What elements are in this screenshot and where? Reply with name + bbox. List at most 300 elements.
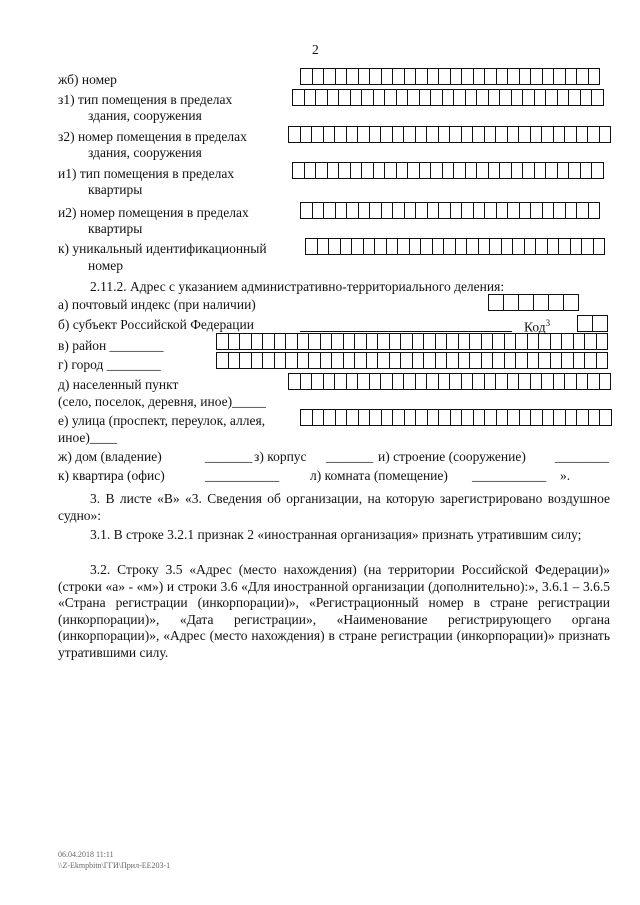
district-grid-cell[interactable]	[574, 333, 586, 350]
district-grid-cell[interactable]	[229, 333, 241, 350]
city-grid-cell[interactable]	[574, 352, 586, 369]
cell-grid-i1-cell[interactable]	[489, 162, 501, 179]
cell-grid-z2-cell[interactable]	[485, 126, 497, 143]
city-grid-cell[interactable]	[413, 352, 425, 369]
city-grid-cell[interactable]	[551, 352, 563, 369]
postal-grid-cell[interactable]	[534, 294, 549, 311]
cell-grid-i2-cell[interactable]	[508, 202, 520, 219]
cell-grid-z1-cell[interactable]	[535, 89, 547, 106]
cell-grid-i2-cell[interactable]	[497, 202, 509, 219]
cell-grid-zh6-cell[interactable]	[543, 68, 555, 85]
street-grid-cell[interactable]	[382, 409, 394, 426]
city-grid-cell[interactable]	[493, 352, 505, 369]
cell-grid-zh6-cell[interactable]	[370, 68, 382, 85]
cell-grid-i2-cell[interactable]	[428, 202, 440, 219]
settlement-grid-cell[interactable]	[600, 373, 612, 390]
cell-grid-i1-cell[interactable]	[500, 162, 512, 179]
city-grid-cell[interactable]	[470, 352, 482, 369]
cell-grid-z2-cell[interactable]	[370, 126, 382, 143]
cell-grid-i1-cell[interactable]	[408, 162, 420, 179]
cell-grid-z2-cell[interactable]	[450, 126, 462, 143]
street-grid-cell[interactable]	[485, 409, 497, 426]
cell-grid-zh6-cell[interactable]	[497, 68, 509, 85]
cell-grid-k-cell[interactable]	[536, 238, 548, 255]
subject-line[interactable]	[300, 331, 512, 332]
apartment-line[interactable]: ___________	[205, 468, 280, 483]
street-grid[interactable]	[300, 409, 612, 426]
settlement-grid-cell[interactable]	[324, 373, 336, 390]
district-grid-cell[interactable]	[390, 333, 402, 350]
subject-code-grid-cell[interactable]	[593, 315, 608, 332]
city-grid-cell[interactable]	[275, 352, 287, 369]
street-grid-cell[interactable]	[451, 409, 463, 426]
cell-grid-k-cell[interactable]	[594, 238, 606, 255]
cell-grid-i1-cell[interactable]	[546, 162, 558, 179]
district-grid-cell[interactable]	[321, 333, 333, 350]
cell-grid-z2-cell[interactable]	[416, 126, 428, 143]
city-grid-cell[interactable]	[229, 352, 241, 369]
cell-grid-z2-cell[interactable]	[462, 126, 474, 143]
cell-grid-z2-cell[interactable]	[473, 126, 485, 143]
district-grid-cell[interactable]	[505, 333, 517, 350]
cell-grid-z2-cell[interactable]	[381, 126, 393, 143]
cell-grid-i1-cell[interactable]	[431, 162, 443, 179]
district-grid-cell[interactable]	[470, 333, 482, 350]
district-grid-cell[interactable]	[516, 333, 528, 350]
cell-grid-z1-cell[interactable]	[512, 89, 524, 106]
cell-grid-zh6-cell[interactable]	[428, 68, 440, 85]
cell-grid-z1-cell[interactable]	[420, 89, 432, 106]
building-line[interactable]: ________	[555, 449, 609, 464]
cell-grid-i1-cell[interactable]	[385, 162, 397, 179]
city-grid-cell[interactable]	[355, 352, 367, 369]
cell-grid-k-cell[interactable]	[329, 238, 341, 255]
cell-grid-z2-cell[interactable]	[554, 126, 566, 143]
cell-grid-i1-cell[interactable]	[305, 162, 317, 179]
cell-grid-zh6-cell[interactable]	[405, 68, 417, 85]
district-grid-cell[interactable]	[597, 333, 609, 350]
cell-grid-zh6-cell[interactable]	[508, 68, 520, 85]
settlement-grid-cell[interactable]	[473, 373, 485, 390]
street-grid-cell[interactable]	[566, 409, 578, 426]
cell-grid-z1-cell[interactable]	[466, 89, 478, 106]
cell-grid-zh6-cell[interactable]	[324, 68, 336, 85]
cell-grid-z2-cell[interactable]	[439, 126, 451, 143]
district-grid-cell[interactable]	[252, 333, 264, 350]
street-grid-cell[interactable]	[416, 409, 428, 426]
cell-grid-z2-cell[interactable]	[519, 126, 531, 143]
postal-grid-cell[interactable]	[504, 294, 519, 311]
settlement-grid-cell[interactable]	[358, 373, 370, 390]
cell-grid-k-cell[interactable]	[306, 238, 318, 255]
city-grid-cell[interactable]	[378, 352, 390, 369]
district-grid-cell[interactable]	[585, 333, 597, 350]
cell-grid-i2-cell[interactable]	[336, 202, 348, 219]
cell-grid-i1-cell[interactable]	[454, 162, 466, 179]
cell-grid-z1-cell[interactable]	[293, 89, 305, 106]
cell-grid-z2[interactable]	[288, 126, 611, 143]
district-grid-cell[interactable]	[298, 333, 310, 350]
cell-grid-k-cell[interactable]	[479, 238, 491, 255]
settlement-grid-cell[interactable]	[531, 373, 543, 390]
cell-grid-zh6-cell[interactable]	[382, 68, 394, 85]
street-grid-cell[interactable]	[313, 409, 325, 426]
street-grid-cell[interactable]	[428, 409, 440, 426]
cell-grid-i1-cell[interactable]	[328, 162, 340, 179]
cell-grid-k-cell[interactable]	[467, 238, 479, 255]
district-grid-cell[interactable]	[367, 333, 379, 350]
street-grid-cell[interactable]	[405, 409, 417, 426]
city-grid-cell[interactable]	[436, 352, 448, 369]
settlement-grid-cell[interactable]	[554, 373, 566, 390]
cell-grid-z1-cell[interactable]	[385, 89, 397, 106]
settlement-grid-cell[interactable]	[542, 373, 554, 390]
street-grid-cell[interactable]	[370, 409, 382, 426]
cell-grid-i2-cell[interactable]	[405, 202, 417, 219]
cell-grid-i2-cell[interactable]	[301, 202, 313, 219]
street-grid-cell[interactable]	[520, 409, 532, 426]
cell-grid-z1-cell[interactable]	[305, 89, 317, 106]
cell-grid-i2-cell[interactable]	[474, 202, 486, 219]
street-grid-cell[interactable]	[474, 409, 486, 426]
city-grid-cell[interactable]	[309, 352, 321, 369]
cell-grid-z1-cell[interactable]	[408, 89, 420, 106]
cell-grid-z1-cell[interactable]	[397, 89, 409, 106]
cell-grid-i2-cell[interactable]	[462, 202, 474, 219]
settlement-grid-cell[interactable]	[485, 373, 497, 390]
cell-grid-i2-cell[interactable]	[324, 202, 336, 219]
district-grid-cell[interactable]	[275, 333, 287, 350]
street-grid-cell[interactable]	[462, 409, 474, 426]
street-grid-cell[interactable]	[324, 409, 336, 426]
cell-grid-k-cell[interactable]	[525, 238, 537, 255]
cell-grid-zh6-cell[interactable]	[416, 68, 428, 85]
cell-grid-zh6-cell[interactable]	[577, 68, 589, 85]
district-grid-cell[interactable]	[459, 333, 471, 350]
street-grid-cell[interactable]	[393, 409, 405, 426]
cell-grid-i2-cell[interactable]	[382, 202, 394, 219]
cell-grid-k-cell[interactable]	[456, 238, 468, 255]
cell-grid-z2-cell[interactable]	[542, 126, 554, 143]
cell-grid-z1-cell[interactable]	[546, 89, 558, 106]
cell-grid-zh6-cell[interactable]	[347, 68, 359, 85]
city-grid-cell[interactable]	[597, 352, 609, 369]
city-grid-cell[interactable]	[562, 352, 574, 369]
cell-grid-zh6[interactable]	[300, 68, 600, 85]
city-grid-cell[interactable]	[217, 352, 229, 369]
cell-grid-z1-cell[interactable]	[431, 89, 443, 106]
cell-grid-i1-cell[interactable]	[558, 162, 570, 179]
cell-grid-z1-cell[interactable]	[500, 89, 512, 106]
city-grid-cell[interactable]	[390, 352, 402, 369]
cell-grid-k-cell[interactable]	[341, 238, 353, 255]
cell-grid-i1-cell[interactable]	[466, 162, 478, 179]
cell-grid-z1[interactable]	[292, 89, 604, 106]
cell-grid-z2-cell[interactable]	[588, 126, 600, 143]
cell-grid-zh6-cell[interactable]	[301, 68, 313, 85]
cell-grid-zh6-cell[interactable]	[462, 68, 474, 85]
cell-grid-i1-cell[interactable]	[535, 162, 547, 179]
cell-grid-z1-cell[interactable]	[558, 89, 570, 106]
settlement-grid-cell[interactable]	[312, 373, 324, 390]
city-grid-cell[interactable]	[401, 352, 413, 369]
cell-grid-zh6-cell[interactable]	[439, 68, 451, 85]
cell-grid-zh6-cell[interactable]	[520, 68, 532, 85]
settlement-grid-cell[interactable]	[462, 373, 474, 390]
cell-grid-z2-cell[interactable]	[335, 126, 347, 143]
settlement-grid-cell[interactable]	[519, 373, 531, 390]
cell-grid-k-cell[interactable]	[410, 238, 422, 255]
district-grid-cell[interactable]	[378, 333, 390, 350]
cell-grid-i1-cell[interactable]	[397, 162, 409, 179]
postal-grid-cell[interactable]	[564, 294, 579, 311]
cell-grid-k-cell[interactable]	[421, 238, 433, 255]
cell-grid-i1-cell[interactable]	[443, 162, 455, 179]
cell-grid-zh6-cell[interactable]	[589, 68, 601, 85]
city-grid-cell[interactable]	[286, 352, 298, 369]
cell-grid-i1-cell[interactable]	[293, 162, 305, 179]
city-grid-cell[interactable]	[263, 352, 275, 369]
cell-grid-z1-cell[interactable]	[362, 89, 374, 106]
cell-grid-k-cell[interactable]	[548, 238, 560, 255]
cell-grid-i2-cell[interactable]	[577, 202, 589, 219]
subject-code-grid-cell[interactable]	[578, 315, 593, 332]
cell-grid-i2-cell[interactable]	[347, 202, 359, 219]
postal-grid[interactable]	[488, 294, 579, 311]
cell-grid-z2-cell[interactable]	[577, 126, 589, 143]
city-grid-cell[interactable]	[367, 352, 379, 369]
cell-grid-i1-cell[interactable]	[374, 162, 386, 179]
cell-grid-i1-cell[interactable]	[581, 162, 593, 179]
cell-grid-zh6-cell[interactable]	[451, 68, 463, 85]
street-grid-cell[interactable]	[531, 409, 543, 426]
cell-grid-k-cell[interactable]	[444, 238, 456, 255]
house-line[interactable]: _______	[205, 449, 253, 464]
settlement-grid-cell[interactable]	[301, 373, 313, 390]
cell-grid-i1-cell[interactable]	[351, 162, 363, 179]
cell-grid-zh6-cell[interactable]	[313, 68, 325, 85]
cell-grid-zh6-cell[interactable]	[393, 68, 405, 85]
cell-grid-i1-cell[interactable]	[592, 162, 604, 179]
cell-grid-zh6-cell[interactable]	[336, 68, 348, 85]
cell-grid-k-cell[interactable]	[513, 238, 525, 255]
district-grid-cell[interactable]	[355, 333, 367, 350]
cell-grid-k[interactable]	[305, 238, 605, 255]
city-grid-cell[interactable]	[459, 352, 471, 369]
cell-grid-k-cell[interactable]	[559, 238, 571, 255]
postal-grid-cell[interactable]	[549, 294, 564, 311]
cell-grid-zh6-cell[interactable]	[359, 68, 371, 85]
cell-grid-i1-cell[interactable]	[477, 162, 489, 179]
cell-grid-i1[interactable]	[292, 162, 604, 179]
cell-grid-z2-cell[interactable]	[347, 126, 359, 143]
settlement-grid-cell[interactable]	[577, 373, 589, 390]
settlement-grid-cell[interactable]	[508, 373, 520, 390]
cell-grid-i2-cell[interactable]	[589, 202, 601, 219]
postal-grid-cell[interactable]	[489, 294, 504, 311]
street-grid-cell[interactable]	[600, 409, 612, 426]
cell-grid-i2-cell[interactable]	[451, 202, 463, 219]
cell-grid-k-cell[interactable]	[433, 238, 445, 255]
cell-grid-z1-cell[interactable]	[351, 89, 363, 106]
cell-grid-i1-cell[interactable]	[569, 162, 581, 179]
settlement-grid-cell[interactable]	[347, 373, 359, 390]
district-grid-cell[interactable]	[539, 333, 551, 350]
settlement-grid-cell[interactable]	[404, 373, 416, 390]
street-grid-cell[interactable]	[554, 409, 566, 426]
street-grid-cell[interactable]	[543, 409, 555, 426]
settlement-grid-cell[interactable]	[439, 373, 451, 390]
cell-grid-k-cell[interactable]	[364, 238, 376, 255]
district-grid-cell[interactable]	[401, 333, 413, 350]
district-grid-cell[interactable]	[332, 333, 344, 350]
cell-grid-i1-cell[interactable]	[362, 162, 374, 179]
settlement-grid-cell[interactable]	[427, 373, 439, 390]
cell-grid-z2-cell[interactable]	[404, 126, 416, 143]
street-grid-cell[interactable]	[577, 409, 589, 426]
cell-grid-z2-cell[interactable]	[496, 126, 508, 143]
city-grid-cell[interactable]	[528, 352, 540, 369]
city-grid-cell[interactable]	[240, 352, 252, 369]
cell-grid-i2-cell[interactable]	[485, 202, 497, 219]
street-grid-cell[interactable]	[347, 409, 359, 426]
cell-grid-i2-cell[interactable]	[566, 202, 578, 219]
city-grid-cell[interactable]	[332, 352, 344, 369]
settlement-grid-cell[interactable]	[496, 373, 508, 390]
cell-grid-i2-cell[interactable]	[554, 202, 566, 219]
cell-grid-z2-cell[interactable]	[531, 126, 543, 143]
cell-grid-k-cell[interactable]	[502, 238, 514, 255]
settlement-grid[interactable]	[288, 373, 611, 390]
district-grid[interactable]	[216, 333, 608, 350]
cell-grid-zh6-cell[interactable]	[474, 68, 486, 85]
cell-grid-z2-cell[interactable]	[289, 126, 301, 143]
korpus-line[interactable]: _______	[326, 449, 374, 464]
cell-grid-z1-cell[interactable]	[339, 89, 351, 106]
city-grid[interactable]	[216, 352, 608, 369]
cell-grid-i2-cell[interactable]	[370, 202, 382, 219]
district-grid-cell[interactable]	[482, 333, 494, 350]
cell-grid-i2-cell[interactable]	[439, 202, 451, 219]
city-grid-cell[interactable]	[516, 352, 528, 369]
settlement-grid-cell[interactable]	[393, 373, 405, 390]
postal-grid-cell[interactable]	[519, 294, 534, 311]
district-grid-cell[interactable]	[562, 333, 574, 350]
street-grid-cell[interactable]	[439, 409, 451, 426]
city-grid-cell[interactable]	[298, 352, 310, 369]
cell-grid-z2-cell[interactable]	[393, 126, 405, 143]
street-grid-cell[interactable]	[336, 409, 348, 426]
district-grid-cell[interactable]	[551, 333, 563, 350]
city-grid-cell[interactable]	[539, 352, 551, 369]
cell-grid-i2-cell[interactable]	[520, 202, 532, 219]
cell-grid-i2-cell[interactable]	[359, 202, 371, 219]
cell-grid-i1-cell[interactable]	[523, 162, 535, 179]
district-grid-cell[interactable]	[424, 333, 436, 350]
district-grid-cell[interactable]	[217, 333, 229, 350]
street-grid-cell[interactable]	[359, 409, 371, 426]
settlement-grid-cell[interactable]	[370, 373, 382, 390]
cell-grid-z1-cell[interactable]	[523, 89, 535, 106]
street-grid-cell[interactable]	[589, 409, 601, 426]
cell-grid-z1-cell[interactable]	[328, 89, 340, 106]
cell-grid-z2-cell[interactable]	[324, 126, 336, 143]
settlement-grid-cell[interactable]	[381, 373, 393, 390]
cell-grid-z2-cell[interactable]	[358, 126, 370, 143]
cell-grid-k-cell[interactable]	[352, 238, 364, 255]
cell-grid-z1-cell[interactable]	[581, 89, 593, 106]
cell-grid-k-cell[interactable]	[375, 238, 387, 255]
cell-grid-zh6-cell[interactable]	[554, 68, 566, 85]
cell-grid-z1-cell[interactable]	[592, 89, 604, 106]
district-grid-cell[interactable]	[493, 333, 505, 350]
cell-grid-k-cell[interactable]	[318, 238, 330, 255]
city-grid-cell[interactable]	[482, 352, 494, 369]
settlement-grid-cell[interactable]	[335, 373, 347, 390]
cell-grid-zh6-cell[interactable]	[485, 68, 497, 85]
cell-grid-i2-cell[interactable]	[543, 202, 555, 219]
cell-grid-i2-cell[interactable]	[531, 202, 543, 219]
cell-grid-k-cell[interactable]	[490, 238, 502, 255]
district-grid-cell[interactable]	[240, 333, 252, 350]
cell-grid-z1-cell[interactable]	[374, 89, 386, 106]
city-grid-cell[interactable]	[321, 352, 333, 369]
cell-grid-i2[interactable]	[300, 202, 600, 219]
cell-grid-zh6-cell[interactable]	[566, 68, 578, 85]
district-grid-cell[interactable]	[263, 333, 275, 350]
cell-grid-z1-cell[interactable]	[316, 89, 328, 106]
city-grid-cell[interactable]	[252, 352, 264, 369]
cell-grid-z1-cell[interactable]	[443, 89, 455, 106]
settlement-grid-cell[interactable]	[450, 373, 462, 390]
cell-grid-z1-cell[interactable]	[569, 89, 581, 106]
cell-grid-i1-cell[interactable]	[420, 162, 432, 179]
subject-code-grid[interactable]	[577, 315, 608, 332]
cell-grid-i2-cell[interactable]	[416, 202, 428, 219]
cell-grid-k-cell[interactable]	[398, 238, 410, 255]
cell-grid-k-cell[interactable]	[387, 238, 399, 255]
cell-grid-z1-cell[interactable]	[454, 89, 466, 106]
cell-grid-z1-cell[interactable]	[477, 89, 489, 106]
district-grid-cell[interactable]	[286, 333, 298, 350]
street-grid-cell[interactable]	[497, 409, 509, 426]
district-grid-cell[interactable]	[447, 333, 459, 350]
city-grid-cell[interactable]	[424, 352, 436, 369]
cell-grid-z2-cell[interactable]	[427, 126, 439, 143]
cell-grid-i1-cell[interactable]	[512, 162, 524, 179]
cell-grid-i2-cell[interactable]	[393, 202, 405, 219]
cell-grid-z2-cell[interactable]	[301, 126, 313, 143]
room-line[interactable]: ___________	[472, 468, 547, 483]
cell-grid-i2-cell[interactable]	[313, 202, 325, 219]
cell-grid-z2-cell[interactable]	[508, 126, 520, 143]
cell-grid-k-cell[interactable]	[582, 238, 594, 255]
city-grid-cell[interactable]	[344, 352, 356, 369]
district-grid-cell[interactable]	[413, 333, 425, 350]
settlement-grid-cell[interactable]	[565, 373, 577, 390]
cell-grid-z2-cell[interactable]	[600, 126, 612, 143]
cell-grid-zh6-cell[interactable]	[531, 68, 543, 85]
cell-grid-z1-cell[interactable]	[489, 89, 501, 106]
cell-grid-z2-cell[interactable]	[312, 126, 324, 143]
district-grid-cell[interactable]	[436, 333, 448, 350]
city-grid-cell[interactable]	[585, 352, 597, 369]
city-grid-cell[interactable]	[505, 352, 517, 369]
street-grid-cell[interactable]	[508, 409, 520, 426]
district-grid-cell[interactable]	[309, 333, 321, 350]
settlement-grid-cell[interactable]	[588, 373, 600, 390]
cell-grid-i1-cell[interactable]	[316, 162, 328, 179]
